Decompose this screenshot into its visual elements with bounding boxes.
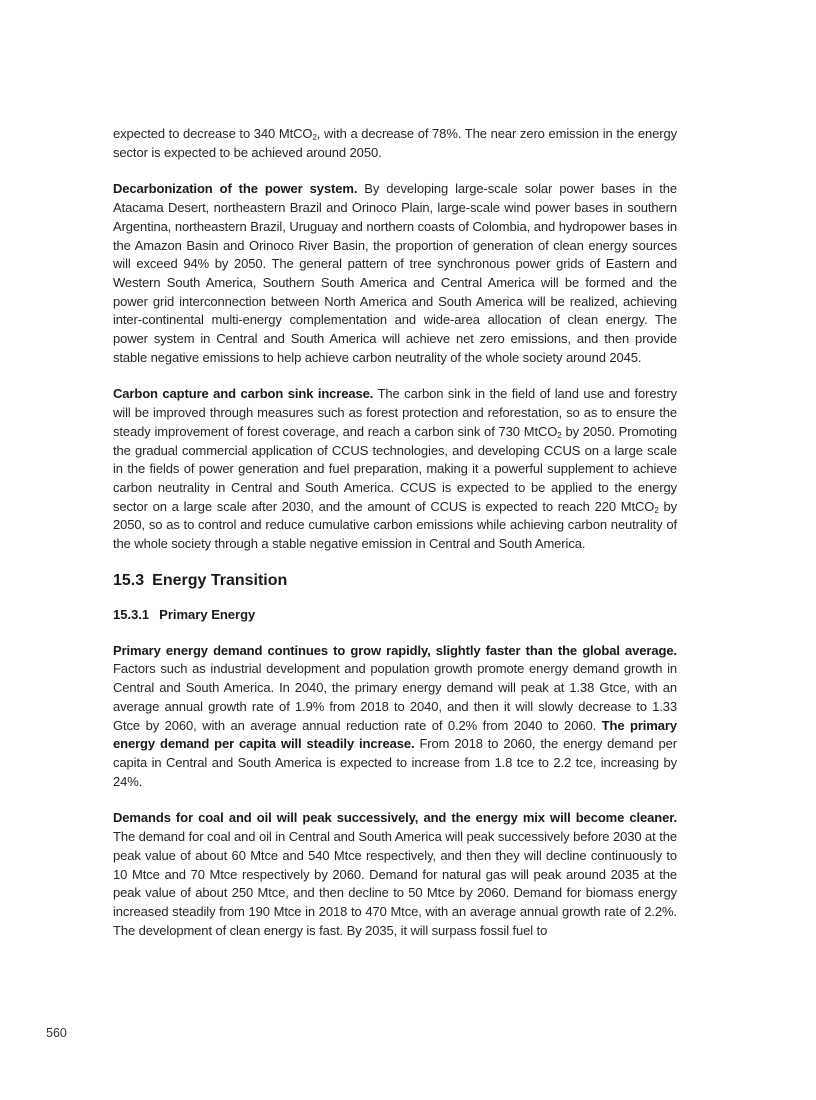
subsection-heading bbox=[113, 606, 677, 624]
paragraph-lead: Primary energy demand continues to grow rapidly, slightly faster than the global average. bbox=[113, 642, 677, 658]
paragraph-lead: Demands for coal and oil will peak successively, and the energy mix will become cleaner. bbox=[113, 810, 677, 826]
paragraph-lead-secondary: The primary energy demand per capita will steadily increase. bbox=[113, 717, 677, 752]
page-number: 560 bbox=[46, 1026, 67, 1040]
paragraph-lead: Carbon capture and carbon sink increase. bbox=[113, 386, 374, 402]
paragraph-lead: Decarbonization of the power system. bbox=[113, 181, 358, 197]
paragraph-coal-oil: Demands for coal and oil will peak successively, and the energy mix will become cleaner. The demand for coal and oil in Central and South America will peak successively before 2030 at the peak value of about 60 Mtce and 540 Mtce respectively, and then they will decline continuously to 10 Mtce and 70 Mtce respectively by 2060. Demand for natural gas will peak around 2035 at the peak value of about 250 Mtce, and then decline to 50 Mtce by 2060. Demand for biomass energy increased steadily from 190 Mtce in 2018 to 470 Mtce, with an average annual growth rate of 2.2%. The development of clean energy is fast. By 2035, it will surpass fossil fuel to bbox=[113, 810, 677, 938]
paragraph-primary-energy: Primary energy demand continues to grow rapidly, slightly faster than the global average. Factors such as industrial development and population growth promote energy demand growth in Central and South America. In 2040, the primary energy demand will peak at 1.38 Gtce, with an average annual growth rate of 1.9% from 2018 to 2040, and then it will slowly decrease to 1.33 Gtce by 2060, with an average annual reduction rate of 0.2% from 2040 to 2060. The primary energy demand per capita will steadily increase. From 2018 to 2060, the energy demand per capita in Central and South America is expected to increase from 1.8 tce to 2.2 tce, increasing by 24%. bbox=[113, 642, 677, 789]
subsection-title: Primary Energy bbox=[159, 606, 256, 622]
section-heading bbox=[113, 570, 677, 592]
section-title: Energy Transition bbox=[152, 571, 288, 589]
paragraph-carbon-capture: Carbon capture and carbon sink increase. The carbon sink in the field of land use and forestry will be improved through measures such as forest protection and reforestation, so as to ensure the steady improvement of forest coverage, and reach a carbon sink of 730 MtCO$_2$ by 2050. Promoting the gradual commercial application of CCUS technologies, and developing CCUS on a large scale in the fields of power generation and fuel preparation, making it a powerful supplement to achieve carbon neutrality in Central and South America. CCUS is expected to be applied to the energy sector on a large scale after 2030, and the amount of CCUS is expected to reach 220 MtCO$_2$ by 2050, so as to control and reduce cumulative carbon emissions while achieving carbon neutrality of the whole society through a stable negative emission in Central and South America. bbox=[113, 386, 678, 552]
section-number: 15.3 bbox=[113, 571, 145, 589]
subsection-number: 15.3.1 bbox=[113, 606, 150, 622]
paragraph-power-system: Decarbonization of the power system. By developing large-scale solar power bases in the Atacama Desert, northeastern Brazil and Orinoco Plain, large-scale wind power bases in southern Argentina, northeastern Brazil, Uruguay and northern coasts of Colombia, and hydropower bases in the Amazon Basin and Orinoco River Basin, the proportion of generation of clean energy sources will exceed 94% by 2050. The general pattern of tree synchronous power grids of Eastern and Western South America, Southern South America and Central America will be formed and the power grid interconnection between North America and South America will be realized, achieving inter-continental multi-energy complementation and wide-area allocation of clean energy. The power system in Central and South America will achieve net zero emissions, and then provide stable negative emissions to help achieve carbon neutrality of the whole society around 2045. bbox=[113, 181, 677, 365]
paragraph-emissions-intro: expected to decrease to 340 MtCO$_2$, with a decrease of 78%. The near zero emission in the energy sector is expected to be achieved around 2050. bbox=[113, 126, 677, 160]
page-body bbox=[113, 125, 677, 940]
